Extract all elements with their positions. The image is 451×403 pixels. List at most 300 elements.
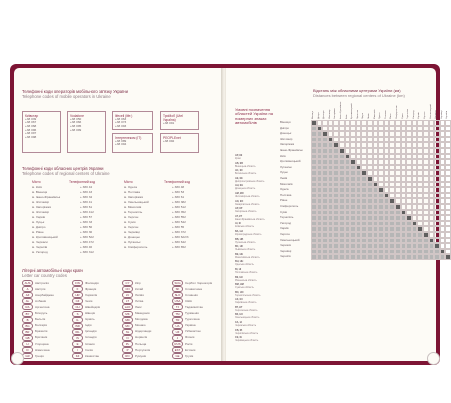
plate-code-badge: MK — [122, 311, 133, 317]
operator-box-kyivstar — [22, 111, 61, 153]
matrix-row-city: Хмельницький — [280, 237, 300, 242]
region-code: АР, КК — [235, 154, 243, 157]
plate-code-badge: D — [22, 347, 33, 353]
region-code: АЕ, КЕ — [235, 176, 243, 180]
operator-code: +38 066 — [70, 120, 82, 125]
col-city-left: Місто — [32, 180, 41, 184]
operator-name: Vodafone — [70, 113, 84, 118]
matrix-row-city: Черкаси — [280, 243, 292, 248]
plate-country-name: Італія — [85, 347, 93, 352]
region-code: ВХ, НХ — [235, 313, 243, 317]
plate-country-name: Монако — [135, 323, 146, 328]
plate-country-name: Лаос — [135, 304, 142, 309]
regional-codes-title-en: Telephone codes of regional centers of Ukraine — [22, 171, 110, 176]
row-code: + 380 34 — [80, 195, 93, 199]
plate-code-badge: F — [72, 286, 83, 292]
plate-country-name: Німеччина — [35, 347, 50, 352]
col-code-right: Телефонний код — [164, 180, 190, 184]
region-code: АР, КР — [235, 207, 243, 211]
row-city: м. Чернівці — [124, 230, 140, 234]
matrix-col-city: Суми — [401, 113, 404, 119]
matrix-row-city: Тернопіль — [280, 215, 294, 220]
region-name: Івано-Франківська область — [235, 217, 265, 221]
region-code: ВМ, НМ — [235, 283, 244, 287]
region-name: Крим — [235, 157, 241, 160]
plate-country-name: Білорусь — [35, 311, 48, 315]
region-code: АМ, КМ — [235, 191, 244, 195]
plate-country-name: Польща — [135, 341, 147, 346]
regional-codes-title-ua: Телефонні коди обласних центрів України — [22, 166, 104, 171]
matrix-col-city: Одеса — [379, 112, 382, 119]
region-code-entry — [235, 298, 275, 304]
region-code: АХ, КХ — [235, 298, 243, 302]
plate-country-name: Аргентина — [35, 304, 50, 309]
operator-code: +38 092 — [163, 138, 175, 143]
row-code: + 380 55 — [172, 225, 185, 229]
row-city: м. Ужгород — [32, 250, 48, 254]
region-name: Чернігівська область — [235, 331, 259, 335]
matrix-row-city: Чернігів — [280, 254, 291, 259]
plate-code-badge: RO — [122, 353, 133, 359]
plate-code-badge: GE — [172, 353, 183, 359]
matrix-row-city: Чернівці — [280, 248, 292, 253]
matrix-row-city: Одеса — [280, 187, 289, 192]
operator-code: +38 073 — [115, 120, 127, 125]
plate-code-badge: GR — [22, 353, 33, 359]
col-code-left: Телефонний код — [69, 180, 95, 184]
row-code: + 380 652 — [172, 245, 186, 249]
plate-country-name: Україна — [185, 323, 196, 328]
row-code: + 380 33 — [80, 220, 93, 224]
matrix-row-city: Сімферополь — [280, 204, 299, 208]
distance-title — [313, 89, 405, 99]
plate-code-badge: USA — [172, 298, 183, 304]
region-code-entry — [235, 253, 275, 259]
row-city: м. Кропивницький — [32, 235, 58, 239]
region-code: ВС, НС — [235, 245, 244, 249]
plate-country-name: Бельгія — [35, 317, 46, 322]
matrix-row-city: Полтава — [280, 192, 292, 197]
matrix-col-city: Луцьк — [362, 113, 365, 119]
right-page — [226, 68, 449, 361]
row-code: + 380 412 — [80, 210, 94, 214]
region-code-entry — [235, 329, 275, 335]
plate-country-name: Ірландія — [85, 329, 97, 334]
plate-code-badge: IL — [72, 317, 83, 323]
operator-box-intertelecom — [112, 133, 153, 153]
operator-code: +38 089 — [115, 138, 127, 143]
region-name: Херсонська область — [235, 308, 258, 312]
plate-code-badge: N — [122, 335, 133, 341]
matrix-row-city: Луганськ — [280, 164, 292, 169]
distance-title-ua: Відстань між обласними центрами України (км) — [313, 88, 401, 93]
region-code-entry — [235, 222, 275, 228]
matrix-col-city: Полтава — [384, 110, 387, 119]
matrix-col-city: Харків — [418, 112, 421, 119]
operator-code: +38 039 — [25, 116, 37, 121]
plate-code-badge: RUS — [172, 341, 183, 347]
matrix-cell — [445, 254, 451, 260]
region-name: Хмельницька область — [235, 316, 260, 320]
row-code: + 380 372 — [172, 230, 186, 234]
row-code: + 380 382 — [172, 200, 186, 204]
region-name: Запорізька область — [235, 210, 257, 214]
region-code-entry — [235, 283, 275, 289]
plate-country-name: Сербія і Чорногорія — [185, 280, 213, 285]
plate-code-badge: A — [22, 286, 33, 292]
operator-code: +38 068 — [25, 123, 37, 128]
row-city: м. Тернопіль — [124, 210, 143, 214]
plate-country-name: Азербайджан — [35, 292, 54, 297]
plate-country-name: Туркменія — [185, 311, 199, 315]
operator-box-peoplenet — [160, 133, 199, 153]
plate-code-badge: FIN — [72, 280, 83, 286]
row-city: м. Херсон — [124, 215, 139, 219]
row-city: м. Вінниця — [32, 190, 48, 194]
mobile-codes-title — [22, 89, 128, 99]
row-city: м. Рівне — [32, 230, 44, 234]
region-name: Кіровоградська область — [235, 232, 262, 236]
row-code: + 380 41 — [80, 200, 93, 204]
region-name: Дніпропетровська область — [235, 179, 265, 183]
matrix-col-city: Чернігів — [446, 110, 449, 119]
matrix-col-city: Херсон — [424, 111, 426, 119]
plate-country-name: Португалія — [135, 347, 151, 352]
matrix-row-city: Рівне — [280, 198, 288, 203]
region-code-entry — [235, 245, 275, 251]
matrix-col-city: Ужгород — [412, 110, 415, 119]
left-page — [14, 68, 223, 361]
regional-codes-title — [22, 166, 110, 176]
plate-code-badge: MD — [122, 317, 133, 323]
region-code-entry — [235, 260, 275, 266]
region-name: Миколаївська область — [235, 255, 260, 259]
region-code-entry — [235, 162, 275, 168]
matrix-row-city: Дніпро — [280, 125, 289, 130]
plate-country-name: Угорщина — [35, 341, 49, 346]
region-code-entry — [235, 177, 275, 183]
row-city: м. Чернігів — [32, 245, 48, 249]
region-code: ВЕ, НЕ — [235, 252, 243, 256]
matrix-row-city: Житомир — [280, 136, 293, 141]
region-code: СЕ, ІЕ — [235, 336, 242, 340]
plate-code-badge: SCG — [172, 280, 183, 286]
row-code: + 380 46 — [80, 245, 93, 249]
plate-country-name: Бразилія — [35, 329, 48, 334]
plate-code-badge: RA — [22, 304, 33, 310]
plate-country-name: Туреччина — [185, 317, 200, 322]
plate-country-name: Норвегія — [135, 335, 148, 340]
region-code: АВ, КВ — [235, 161, 243, 165]
plate-code-badge: S — [72, 311, 83, 317]
region-code: СА, ІА — [235, 321, 243, 325]
plate-code-badge: B — [22, 317, 33, 323]
region-code-entry — [235, 321, 275, 327]
row-code: + 380 622/3 — [172, 235, 189, 239]
matrix-col-city: Хмельницький — [429, 104, 432, 119]
row-code: + 380 642 — [172, 240, 186, 244]
operator-code: +38 094 — [115, 142, 127, 147]
region-codes-intro: Умовні позначення областей України на номерних знаках автомобілів — [235, 107, 273, 126]
region-code: АО, КО — [235, 199, 244, 203]
plate-code-badge: LV — [122, 292, 133, 298]
plate-code-badge: EST — [172, 347, 183, 353]
page-corner-left — [11, 352, 24, 365]
plate-country-name: Греція — [35, 353, 44, 358]
operator-code: +38 067 — [25, 120, 37, 125]
region-code-entry — [235, 238, 275, 244]
operator-code: +38 063 — [115, 116, 127, 121]
matrix-row-city: Івано-Франківськ — [280, 148, 303, 152]
region-name: Харківська область — [235, 301, 257, 305]
plate-country-name: Британія — [35, 335, 48, 340]
matrix-row-city: Вінниця — [280, 120, 291, 124]
plate-country-name: Словенія — [185, 292, 198, 297]
plate-country-name: Узбекистан — [185, 329, 201, 334]
plate-code-badge: GB — [22, 335, 33, 341]
row-code: + 380 61 — [172, 195, 185, 199]
region-name: Донецька область — [235, 187, 256, 191]
region-name: Закарпатська область — [235, 202, 260, 206]
matrix-col-city: Чернівці — [440, 110, 443, 119]
operator-code: +38 091 — [163, 120, 175, 125]
matrix-col-city: Миколаїв — [373, 109, 376, 119]
plate-codes-title-ua: Літерні автомобільні коди країн — [22, 268, 83, 273]
region-name: Волинська область — [235, 172, 257, 176]
region-code: СВ, ІВ — [235, 328, 243, 332]
plate-country-name: Словаччина — [185, 286, 202, 291]
plate-country-name: Китай — [135, 286, 144, 291]
row-code: + 380 57 — [80, 215, 93, 219]
matrix-col-city: Львів — [368, 113, 370, 119]
region-code-entry — [235, 154, 275, 160]
plate-codes-title-en: Letter car country codes — [22, 273, 67, 278]
operator-code: +38 050 — [70, 116, 82, 121]
matrix-col-city: Тернопіль — [407, 108, 410, 119]
row-city: м. Луганськ — [124, 240, 141, 244]
region-code: АС, КС — [235, 169, 243, 173]
plate-code-badge: UZ — [172, 329, 183, 335]
region-name: Вінницька область — [235, 164, 256, 168]
operator-name: ТриМоб (Utel Україна) — [163, 113, 183, 122]
region-code: ВО, НО — [235, 290, 244, 294]
plate-country-name: Іспанія — [85, 341, 95, 346]
plate-country-name: Молдова — [135, 317, 148, 322]
region-name: Житомирська область — [235, 194, 260, 198]
row-city: м. Луцьк — [32, 220, 45, 224]
matrix-row-city: Суми — [280, 209, 288, 214]
plate-code-badge: AUS — [22, 280, 33, 286]
region-code-entry — [235, 268, 275, 274]
plate-country-name: Хорватія — [85, 292, 98, 297]
plate-code-badge: CY — [122, 280, 133, 286]
row-code: + 380 552 — [172, 215, 186, 219]
plate-country-name: Румунія — [135, 353, 147, 358]
matrix-col-city: Донецьк — [323, 110, 326, 119]
region-code: ВВ, НВ — [235, 237, 244, 241]
region-code-entry — [235, 291, 275, 297]
row-city: м. Житомир — [32, 210, 50, 214]
region-code-entry — [235, 336, 275, 342]
region-code: АН, КН — [235, 184, 243, 188]
matrix-row-city: Херсон — [280, 232, 290, 236]
matrix-col-city: Сімферополь — [396, 105, 398, 119]
region-name: Полтавська область — [235, 270, 258, 274]
row-city: м. Київ — [32, 185, 42, 189]
plate-country-name: Австралія — [35, 280, 49, 285]
plate-country-name: Нідерланди — [135, 329, 152, 334]
matrix-col-city: Дніпро — [317, 112, 320, 119]
plate-code-badge: P — [122, 347, 133, 353]
col-city-right: Місто — [124, 180, 133, 184]
region-code-entry — [235, 313, 275, 319]
plate-code-badge: MC — [122, 323, 133, 329]
plate-country-name: Болгарія — [35, 323, 47, 328]
plate-country-name: Албанія — [35, 298, 47, 303]
plate-country-name: Індія — [85, 323, 92, 328]
plate-code-badge: I — [72, 347, 83, 353]
region-name: Сумська область — [235, 286, 254, 290]
matrix-row-city: Харків — [280, 226, 289, 231]
matrix-row-city: Ужгород — [280, 220, 292, 225]
matrix-col-city: Луганськ — [356, 110, 359, 119]
plate-code-badge: SLO — [172, 292, 183, 298]
plate-code-badge: TR — [172, 317, 183, 323]
region-code: АТ, КТ — [235, 214, 243, 218]
row-code: + 380 44 — [80, 185, 93, 189]
operator-code: +38 093 — [115, 123, 127, 128]
row-city: м. Черкаси — [32, 240, 48, 244]
plate-country-name: Ізраїль — [85, 317, 95, 322]
plate-code-badge: KZ — [72, 353, 83, 359]
matrix-col-city: Житомир — [328, 109, 331, 119]
matrix-col-city: Вінниця — [312, 110, 314, 119]
row-city: м. Миколаїв — [124, 205, 142, 209]
row-code: + 380 542 — [172, 220, 186, 224]
operator-name: lifecell (life:) — [115, 113, 133, 118]
row-code: + 380 48 — [172, 185, 185, 189]
plate-code-badge: CN — [122, 286, 133, 292]
page-corner-right — [427, 352, 440, 365]
plate-country-name: Японія — [185, 335, 195, 340]
row-city: м. Херсон — [124, 225, 139, 229]
distance-title-en: Distances between regional centers of Ukraine (km) — [313, 92, 405, 98]
plate-code-badge: CZ — [72, 298, 83, 304]
row-code: + 380 512 — [172, 205, 186, 209]
operator-name: Інтертелеком (IT) — [115, 135, 142, 140]
plate-code-badge: SK — [172, 286, 183, 292]
plate-code-badge: IRL — [72, 329, 83, 335]
mobile-codes-title-ua: Телефонні коди операторів мобільного зв'язку України — [22, 89, 128, 94]
row-city: м. Харків — [32, 215, 46, 219]
country-plate-item — [122, 353, 162, 360]
region-name: Львівська область — [235, 248, 256, 252]
region-code-entry — [235, 184, 275, 190]
plate-code-badge: IS — [72, 335, 83, 341]
row-code: + 380 53 — [172, 190, 185, 194]
operator-box-trymob — [160, 111, 199, 130]
plate-code-badge: PL — [122, 341, 133, 347]
row-code: + 380 56 — [80, 225, 93, 229]
matrix-col-city: Черкаси — [435, 110, 438, 119]
row-city: м. Полтава — [124, 190, 140, 194]
region-name: Київська область — [235, 225, 255, 229]
plate-country-name: Македонія — [135, 311, 150, 315]
plate-country-name: Литва — [135, 298, 144, 303]
row-city: м. Запоріжжя — [32, 205, 52, 209]
row-code: + 380 522 — [80, 235, 94, 239]
row-city: м. Суми — [124, 220, 136, 224]
matrix-col-city: Івано-Франківськ — [340, 101, 342, 119]
plate-country-name: США — [185, 298, 192, 303]
region-name: Рівненська область — [235, 278, 257, 282]
matrix-row-city: Луцьк — [280, 170, 288, 175]
plate-code-badge: AL — [22, 298, 33, 304]
plate-country-name: Латвія — [135, 292, 144, 297]
matrix-row-city: Київ — [280, 153, 286, 158]
operator-name: Київстар — [25, 113, 39, 118]
region-code-entry — [235, 215, 275, 221]
matrix-col-city: Київ — [345, 114, 348, 119]
matrix-row-city: Кропивницький — [280, 159, 301, 164]
row-code: + 380 36 — [80, 230, 93, 234]
matrix-row-city: Миколаїв — [280, 181, 293, 186]
plate-country-name: Чехія — [85, 298, 93, 303]
plate-codes-title — [22, 268, 83, 278]
region-code: ВА, НА — [235, 229, 244, 233]
row-city: м. Сімферополь — [124, 245, 148, 249]
plate-country-name: Ісландія — [85, 335, 97, 340]
plate-country-name: Естонія — [185, 347, 196, 352]
plate-code-badge: LT — [122, 298, 133, 304]
matrix-row-city: Запоріжжя — [280, 142, 295, 147]
plate-code-badge: E — [72, 341, 83, 347]
plate-code-badge: H — [22, 341, 33, 347]
operator-box-lifecell — [112, 111, 153, 130]
plate-country-name: Кіпр — [135, 280, 141, 285]
row-city: м. Дніпро — [32, 225, 46, 229]
plate-code-badge: BY — [22, 311, 33, 317]
mobile-codes-title-en: Telephone codes of mobile operators in Ukraine — [22, 94, 111, 99]
region-code-entry — [235, 192, 275, 198]
region-code-entry — [235, 276, 275, 282]
matrix-col-city: Запоріжжя — [334, 108, 337, 119]
region-code: ВК, НК — [235, 275, 243, 279]
region-name: Черкаська область — [235, 324, 257, 328]
plate-country-name: Казахстан — [85, 353, 100, 358]
region-code: ВН, НН — [235, 260, 244, 264]
plate-country-name: Грузія — [185, 353, 194, 358]
plate-code-badge: BR — [22, 329, 33, 335]
operator-code: +38 096 — [25, 127, 37, 132]
row-city: м. Житомир — [32, 200, 50, 204]
row-code: + 380 43 — [80, 190, 93, 194]
country-plate-item — [22, 353, 62, 360]
matrix-col-city: Рівне — [390, 113, 393, 119]
region-code: АІ, КІ — [235, 222, 241, 226]
plate-code-badge: J — [172, 335, 183, 341]
region-code: ВІ, НІ — [235, 267, 242, 271]
matrix-col-city: Кропивницький — [351, 103, 354, 119]
plate-country-name: Франція — [85, 286, 97, 291]
plate-country-name: Фінляндія — [85, 280, 99, 285]
row-city: м. Одеса — [124, 185, 137, 189]
plate-country-name: Швеція — [85, 311, 95, 315]
operator-name: PEOPLEnet — [163, 135, 181, 140]
plate-code-badge: AZ — [22, 292, 33, 298]
matrix-row-city: Донецьк — [280, 131, 292, 136]
region-code-entry — [235, 306, 275, 312]
